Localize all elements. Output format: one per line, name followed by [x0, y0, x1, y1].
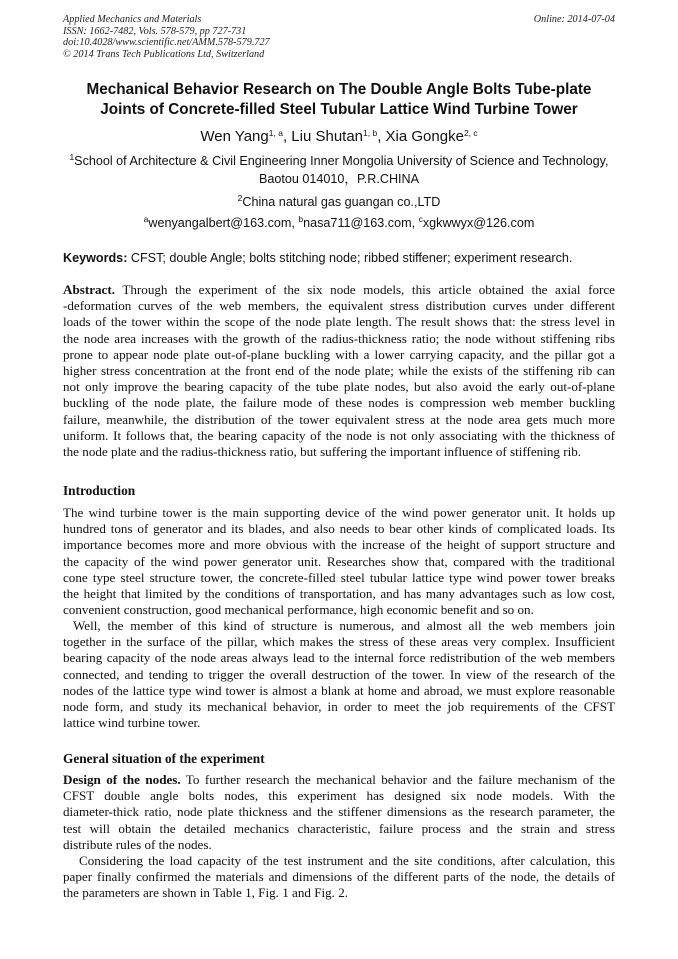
intro-line: connected, and tending to trigger the overall destruction of the tower. In view of the research of the: [63, 666, 615, 682]
author-name: Wen Yang: [200, 128, 269, 145]
abstract-line: the node area increases with the growth of the radius-thickness ratio; the node without stiffening ribs: [63, 330, 615, 346]
email: wenyangalbert@163.com,: [148, 216, 299, 230]
design-line: diameter-thick ratio, node plate thickness and the stiffener dimensions as the research parameter, the: [63, 804, 615, 820]
keywords: [63, 250, 615, 267]
email-mark: a: [143, 214, 149, 224]
author-name: Liu Shutan: [291, 128, 364, 145]
abstract-line: failure, meanwhile, the distribution of the tower equivalent stress at the node area gets much more: [63, 411, 615, 427]
intro-line: the height that limited by the conditions of transportation, and has many advantages such as low cost,: [63, 586, 615, 602]
author-affil-mark: 1, a: [268, 128, 283, 138]
abstract-line: -deformation curves of the web members, the equivalent stress distribution curves under different: [63, 298, 615, 314]
intro-line: Well, the member of this kind of structure is numerous, and almost all the web members join: [73, 618, 615, 633]
journal-copyright: © 2014 Trans Tech Publications Ltd, Switzerland: [63, 48, 265, 60]
email: nasa711@163.com,: [303, 216, 419, 230]
affil-text: China natural gas guangan co.,LTD: [242, 195, 441, 209]
abstract-line: higher stress concentration at the front end of the node plate; while the exists of the stiffening rib can: [63, 363, 615, 379]
intro-line: lattice wind turbine tower.: [63, 715, 201, 731]
design-line: CFST double angle bolts nodes, this experiment has designed six node models. With the: [63, 788, 615, 804]
keywords-label: Keywords:: [63, 251, 128, 265]
journal-issn: ISSN: 1662-7482, Vols. 578-579, pp 727-731: [63, 25, 247, 37]
abstract-line: not only improve the bearing capacity of the tube plate nodes, but also avoid the early out-of-plane: [63, 379, 615, 395]
title-line-2: Joints of Concrete-filled Steel Tubular Lattice Wind Turbine Tower: [100, 101, 578, 118]
abstract-line: prone to appear node plate out-of-plane buckling with a lower carrying capacity, and the pillar got a: [63, 346, 615, 362]
abstract-line: the node plate and the radius-thickness ratio, but suffering the important influence of stiffening rib.: [63, 444, 582, 460]
design-line: distribute rules of the nodes.: [63, 836, 212, 852]
author-emails: [40, 215, 638, 233]
design-line: the parameters are shown in Table 1, Fig. 1 and Fig. 2.: [63, 885, 349, 901]
online-date: Online: 2014-07-04: [533, 14, 615, 25]
intro-line: together in the surface of the pillar, which makes the stress of these areas very complex. Insufficient: [63, 634, 615, 650]
email-mark: c: [418, 214, 423, 224]
section-heading-general-situation: General situation of the experiment: [63, 751, 265, 766]
design-line: test will obtain the detailed mechanics characteristic, failure process and the strain and stress: [63, 820, 615, 836]
introduction-paragraph-2: [63, 618, 615, 731]
affiliation-2: [40, 194, 638, 212]
intro-line: convenient construction, good mechanical performance, high economic benefit and so on.: [63, 602, 534, 618]
author-affil-mark: 2, c: [463, 128, 478, 138]
author-name: Xia Gongke: [385, 128, 464, 145]
abstract-line: Through the experiment of the six node models, this article obtained the axial force: [115, 282, 615, 297]
introduction-paragraph-1: [63, 505, 615, 618]
abstract-line: uniform. It follows that, the bearing capacity of the node is not only associating with the thickness of: [63, 427, 615, 443]
author-list: [40, 127, 638, 147]
design-subheading: Design of the nodes.: [63, 772, 181, 787]
affil-text: School of Architecture & Civil Engineering Inner Mongolia University of Science and Technology,: [74, 154, 609, 168]
design-line: Considering the load capacity of the test instrument and the site conditions, after calculation, this: [79, 853, 615, 868]
design-line: paper finally confirmed the materials and dimensions of the different parts of the node, the details of: [63, 869, 615, 885]
affiliation-1: [40, 153, 638, 188]
paper-title: [40, 80, 638, 120]
intro-line: The wind turbine tower is the main supporting device of the wind power generator unit. It holds up: [63, 505, 615, 520]
title-line-1: Mechanical Behavior Research on The Double Angle Bolts Tube-plate: [86, 81, 592, 98]
intro-line: importance becomes more and more obvious with the increase of the height of support structure and: [63, 537, 615, 553]
intro-line: bearing capacity of the node areas always lead to the internal force redistribution of the web members: [63, 650, 615, 666]
email-mark: b: [298, 214, 304, 224]
intro-line: nodes of the lattice type wind tower is almost a blank at home and abroad, we must explore reasonable: [63, 682, 615, 698]
journal-name: Applied Mechanics and Materials: [63, 14, 202, 25]
affil-address: Baotou 014010，P.R.CHINA: [258, 171, 420, 186]
abstract-label: Abstract.: [63, 282, 115, 297]
design-paragraph-2: [63, 853, 615, 902]
author-affil-mark: 1, b: [363, 128, 378, 138]
author-separator: ,: [377, 128, 386, 145]
author-separator: ,: [282, 128, 292, 145]
intro-line: cone type steel structure tower, the concrete-filled steel tubular lattice type wind power tower breaks: [63, 569, 615, 585]
affil-mark: 2: [237, 193, 243, 203]
design-line: To further research the mechanical behavior and the failure mechanism of the: [180, 772, 615, 787]
affil-mark: 1: [69, 152, 75, 162]
intro-line: node form, and study its mechanical behavior, in order to meet the job requirements of the CFST: [63, 699, 615, 715]
keywords-text: CFST; double Angle; bolts stitching node; ribbed stiffener; experiment research.: [127, 251, 573, 265]
intro-line: hundred tons of generator and its blades, and also needs to bear other kinds of complicated loads. Its: [63, 521, 615, 537]
design-paragraph-1: [63, 772, 615, 853]
abstract-line: buckling of the node plate, the failure mode of these nodes is compression web member buckling: [63, 395, 615, 411]
intro-line: the capacity of the wind power generator unit. Researches show that, compared with the traditional: [63, 553, 615, 569]
abstract: [63, 282, 615, 460]
journal-doi: doi:10.4028/www.scientific.net/AMM.578-579.727: [63, 37, 270, 49]
section-heading-introduction: Introduction: [63, 483, 136, 498]
email: xgkwwyx@126.com: [422, 216, 535, 230]
abstract-line: loads of the tower within the scope of the node plate length. The result shows that: the stress level in: [63, 314, 615, 330]
journal-header: [63, 14, 615, 60]
